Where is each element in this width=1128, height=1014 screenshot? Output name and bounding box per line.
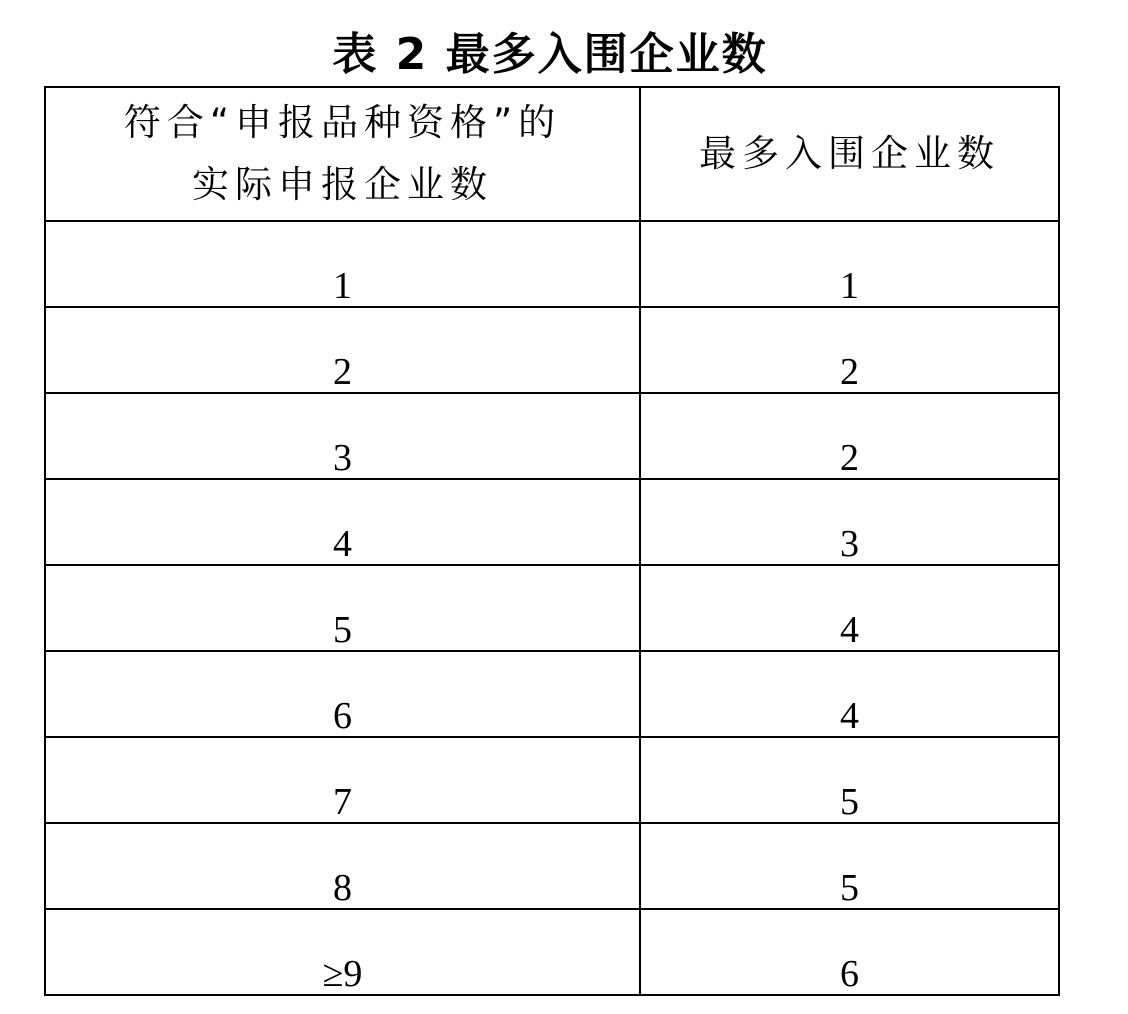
cell-applicants	[45, 221, 640, 307]
cell-applicants	[45, 737, 640, 823]
cell-applicants	[45, 479, 640, 565]
cell-applicants-value: 7	[333, 781, 352, 823]
header-applicants	[45, 87, 640, 221]
cell-max-shortlisted-value: 4	[840, 695, 859, 737]
cell-applicants-value: 8	[333, 867, 352, 909]
cell-applicants	[45, 823, 640, 909]
table-title: 表 2 最多入围企业数	[332, 29, 768, 80]
table-row	[45, 565, 1059, 651]
cell-max-shortlisted	[640, 823, 1059, 909]
cell-max-shortlisted	[640, 737, 1059, 823]
table-row	[45, 909, 1059, 995]
table-row	[45, 307, 1059, 393]
table-row	[45, 479, 1059, 565]
cell-max-shortlisted-value: 5	[840, 867, 859, 909]
cell-max-shortlisted-value: 3	[840, 523, 859, 565]
cell-applicants	[45, 909, 640, 995]
cell-max-shortlisted	[640, 651, 1059, 737]
cell-max-shortlisted-value: 1	[840, 265, 859, 307]
cell-max-shortlisted	[640, 393, 1059, 479]
cell-max-shortlisted	[640, 565, 1059, 651]
table-row	[45, 823, 1059, 909]
header-applicants-label: 符合“申报品种资格”的实际申报企业数	[123, 101, 562, 206]
enterprise-table	[44, 86, 1060, 996]
cell-applicants-value: 3	[333, 437, 352, 479]
table-row	[45, 221, 1059, 307]
cell-max-shortlisted	[640, 307, 1059, 393]
cell-max-shortlisted-value: 4	[840, 609, 859, 651]
cell-max-shortlisted-value: 6	[840, 953, 859, 995]
cell-max-shortlisted	[640, 479, 1059, 565]
cell-applicants-value: 4	[333, 523, 352, 565]
table-row	[45, 651, 1059, 737]
header-max-shortlisted	[640, 87, 1059, 221]
cell-applicants	[45, 307, 640, 393]
cell-applicants-value: 2	[333, 351, 352, 393]
cell-applicants-value: ≥9	[322, 953, 363, 995]
cell-applicants-value: 1	[333, 265, 352, 307]
cell-applicants	[45, 393, 640, 479]
cell-applicants	[45, 651, 640, 737]
cell-max-shortlisted	[640, 221, 1059, 307]
cell-applicants-value: 5	[333, 609, 352, 651]
table-row	[45, 393, 1059, 479]
cell-max-shortlisted-value: 5	[840, 781, 859, 823]
cell-max-shortlisted	[640, 909, 1059, 995]
table-row	[45, 737, 1059, 823]
cell-max-shortlisted-value: 2	[840, 437, 859, 479]
table-header-row	[45, 87, 1059, 221]
header-max-shortlisted-label: 最多入围企业数	[699, 132, 1000, 175]
cell-applicants-value: 6	[333, 695, 352, 737]
cell-max-shortlisted-value: 2	[840, 351, 859, 393]
cell-applicants	[45, 565, 640, 651]
